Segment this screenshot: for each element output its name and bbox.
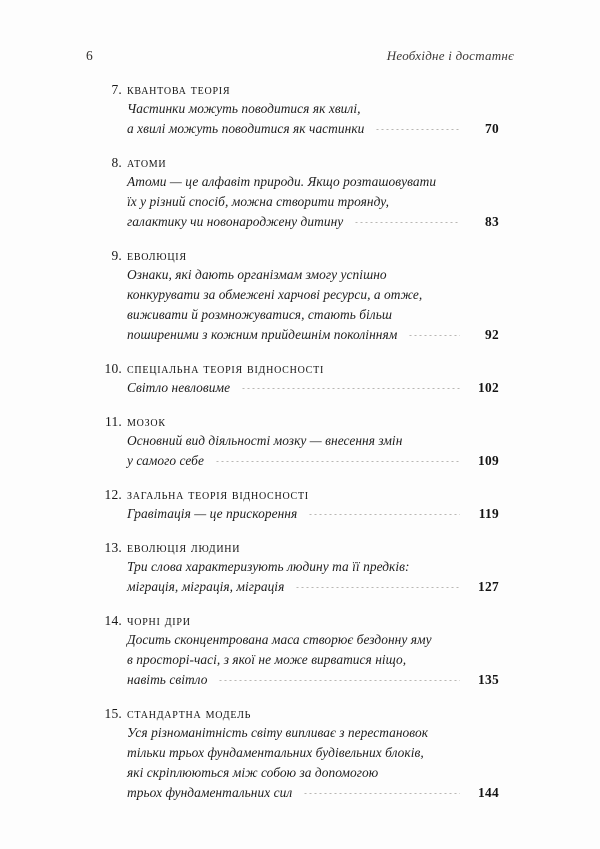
toc-entry-title: мозок (127, 414, 166, 429)
toc-subtitle-line: в просторі-часі, з якої не може вирватися ніщо, (127, 652, 407, 667)
toc-entry-subtitle (127, 504, 499, 524)
toc-entry-number: 8. (111, 155, 122, 170)
toc-subtitle-line: конкурувати за обмежені харчові ресурси, а отже, (127, 287, 423, 302)
toc-entry-heading (95, 487, 499, 503)
toc-entry[interactable] (95, 487, 499, 524)
page-folio-number: 6 (86, 48, 93, 63)
toc-subtitle-text: навіть світло (127, 672, 208, 687)
toc-subtitle-text: а хвилі можуть поводитися як частинки (127, 121, 365, 136)
toc-entry-number: 10. (104, 361, 122, 376)
toc-entry[interactable] (95, 613, 499, 690)
toc-subtitle-line: Три слова характеризують людину та її предків: (127, 559, 410, 574)
toc-entry-page-number[interactable]: 70 (485, 121, 499, 136)
toc-subtitle-line: Уся різноманітність світу випливає з перестановок (127, 725, 429, 740)
toc-entry-page-number[interactable]: 135 (478, 672, 499, 687)
toc-subtitle-line: Атоми — це алфавіт природи. Якщо розташовувати (127, 174, 437, 189)
toc-entry[interactable] (95, 414, 499, 471)
toc-subtitle-line: Частинки можуть поводитися як хвилі, (127, 101, 361, 116)
toc-entry-subtitle (127, 378, 499, 398)
toc-entry-title: атоми (127, 155, 167, 170)
toc-entry-subtitle (127, 723, 499, 803)
toc-entry-heading (95, 613, 499, 629)
toc-subtitle-line (127, 504, 499, 524)
toc-entry[interactable] (95, 82, 499, 139)
toc-subtitle-line: які скріплюються між собою за допомогою (127, 765, 379, 780)
toc-entry[interactable] (95, 361, 499, 398)
dot-leader (308, 514, 460, 515)
dot-leader (218, 680, 460, 681)
toc-entry-title: квантова теорія (127, 82, 231, 97)
toc-subtitle-line: Ознаки, які дають організмам змогу успішно (127, 267, 387, 282)
toc-entry-number: 14. (104, 613, 122, 628)
toc-entry-title: загальна теорія відносності (127, 487, 309, 502)
toc-entry-title: чорні діри (127, 613, 191, 628)
toc-entry-page-number[interactable]: 102 (478, 380, 499, 395)
toc-subtitle-line: Основний вид діяльності мозку — внесення змін (127, 433, 403, 448)
toc-entry[interactable] (95, 248, 499, 345)
toc-subtitle-line (127, 119, 499, 139)
toc-entry-heading (95, 155, 499, 171)
table-of-contents (95, 82, 499, 819)
toc-entry-page-number[interactable]: 119 (478, 506, 499, 521)
toc-subtitle-text: міграція, міграція, міграція (127, 579, 285, 594)
toc-entry-title: еволюція (127, 248, 187, 263)
dot-leader (354, 222, 460, 223)
dot-leader (295, 587, 460, 588)
toc-subtitle-line (127, 670, 499, 690)
toc-entry-heading (95, 540, 499, 556)
toc-subtitle-line (127, 577, 499, 597)
toc-entry-subtitle (127, 99, 499, 139)
dot-leader (215, 461, 460, 462)
toc-subtitle-text: Світло невловиме (127, 380, 231, 395)
toc-subtitle-line: їх у різний спосіб, можна створити троянду, (127, 194, 389, 209)
toc-subtitle-line (127, 783, 499, 803)
toc-subtitle-line (127, 378, 499, 398)
toc-entry-title: спеціальна теорія відносності (127, 361, 325, 376)
toc-entry-number: 15. (104, 706, 122, 721)
toc-entry-heading (95, 414, 499, 430)
toc-entry-subtitle (127, 557, 499, 597)
running-header (86, 48, 514, 66)
toc-entry-number: 7. (111, 82, 122, 97)
toc-entry-page-number[interactable]: 92 (485, 327, 499, 342)
toc-entry-page-number[interactable]: 127 (478, 579, 499, 594)
toc-subtitle-text: у самого себе (127, 453, 204, 468)
toc-subtitle-line (127, 212, 499, 232)
toc-entry-page-number[interactable]: 144 (478, 785, 499, 800)
toc-entry-title: еволюція людини (127, 540, 241, 555)
toc-entry-number: 12. (104, 487, 122, 502)
toc-entry-subtitle (127, 265, 499, 345)
toc-entry-subtitle (127, 630, 499, 690)
toc-subtitle-text: трьох фундаментальних сил (127, 785, 293, 800)
running-head-book-title: Необхідне і достатнє (386, 48, 514, 63)
toc-entry-page-number[interactable]: 109 (478, 453, 499, 468)
dot-leader (241, 388, 460, 389)
toc-entry[interactable] (95, 155, 499, 232)
dot-leader (375, 129, 460, 130)
toc-entry-subtitle (127, 172, 499, 232)
toc-entry-number: 13. (104, 540, 122, 555)
toc-entry-number: 11. (105, 414, 122, 429)
dot-leader (303, 793, 460, 794)
toc-subtitle-text: галактику чи новонароджену дитину (127, 214, 344, 229)
dot-leader (408, 335, 460, 336)
toc-entry-heading (95, 82, 499, 98)
toc-subtitle-text: Гравітація — це прискорення (127, 506, 298, 521)
toc-entry-title: стандартна модель (127, 706, 252, 721)
toc-subtitle-line: Досить сконцентрована маса створює бездонну яму (127, 632, 432, 647)
toc-subtitle-line (127, 325, 499, 345)
toc-entry-heading (95, 248, 499, 264)
toc-entry[interactable] (95, 540, 499, 597)
toc-subtitle-line: тільки трьох фундаментальних будівельних блоків, (127, 745, 424, 760)
toc-subtitle-line (127, 451, 499, 471)
toc-entry[interactable] (95, 706, 499, 803)
toc-entry-subtitle (127, 431, 499, 471)
toc-entry-heading (95, 361, 499, 377)
toc-entry-heading (95, 706, 499, 722)
toc-subtitle-text: поширеними з кожним прийдешнім поколінням (127, 327, 398, 342)
toc-entry-page-number[interactable]: 83 (485, 214, 499, 229)
toc-entry-number: 9. (111, 248, 122, 263)
toc-subtitle-line: виживати й розмножуватися, стають більш (127, 307, 393, 322)
